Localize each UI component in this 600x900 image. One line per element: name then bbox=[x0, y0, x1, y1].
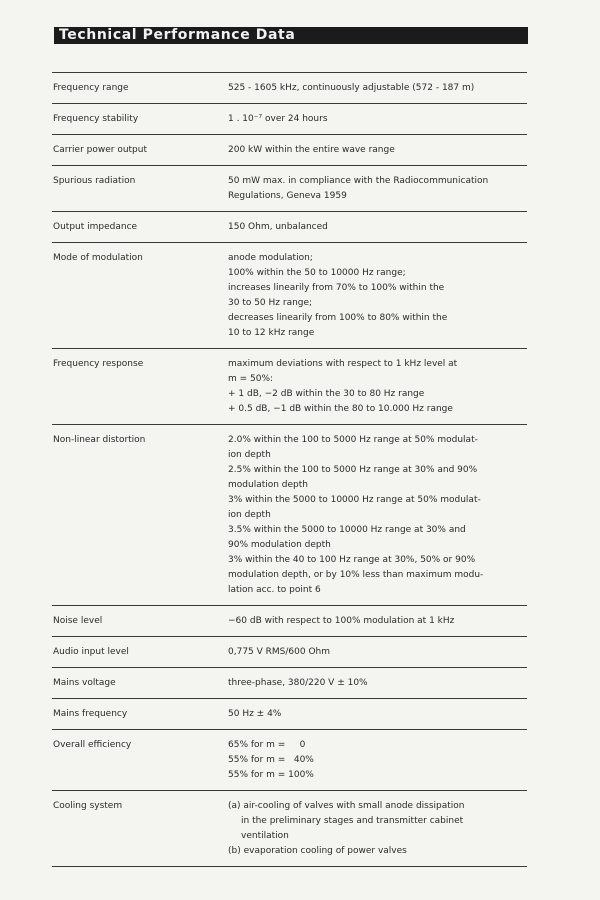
spec-table bbox=[52, 72, 527, 867]
spec-value bbox=[228, 645, 527, 660]
spec-label: Frequency stability bbox=[53, 114, 139, 124]
spec-label: Output impedance bbox=[53, 222, 138, 232]
spec-value-line: + 1 dB, −2 dB within the 30 to 80 Hz range bbox=[228, 389, 425, 399]
spec-value-line: 150 Ohm, unbalanced bbox=[228, 222, 328, 232]
spec-value bbox=[228, 433, 527, 598]
spec-row bbox=[52, 667, 527, 698]
spec-value bbox=[228, 112, 527, 127]
spec-value-line: 50 mW max. in compliance with the Radiocommunication bbox=[228, 176, 489, 186]
spec-value bbox=[228, 614, 527, 629]
spec-value-line: 525 - 1605 kHz, continuously adjustable (572 - 187 m) bbox=[228, 83, 475, 93]
spec-label: Carrier power output bbox=[53, 145, 148, 155]
spec-row bbox=[52, 605, 527, 636]
spec-value-line: 10 to 12 kHz range bbox=[228, 328, 315, 338]
spec-row bbox=[52, 636, 527, 667]
spec-label: Frequency response bbox=[53, 359, 144, 369]
spec-label: Mains frequency bbox=[53, 709, 128, 719]
spec-value-line: modulation depth bbox=[228, 480, 309, 490]
spec-value-line: 3.5% within the 5000 to 10000 Hz range at 30% and bbox=[228, 525, 466, 535]
spec-value bbox=[228, 81, 527, 96]
spec-label: Mains voltage bbox=[53, 678, 116, 688]
spec-label: Frequency range bbox=[53, 83, 129, 93]
spec-value-line: 65% for m = 0 bbox=[228, 740, 306, 750]
page-title: Technical Performance Data bbox=[59, 27, 296, 43]
spec-value bbox=[228, 174, 527, 204]
spec-value-line: 3% within the 5000 to 10000 Hz range at 50% modulat- bbox=[228, 495, 481, 505]
spec-value-line: decreases linearily from 100% to 80% within the bbox=[228, 313, 448, 323]
spec-value-line: 100% within the 50 to 10000 Hz range; bbox=[228, 268, 406, 278]
spec-value-line: lation acc. to point 6 bbox=[228, 585, 321, 595]
section-title-bar bbox=[54, 27, 528, 44]
spec-row bbox=[52, 211, 527, 242]
spec-row bbox=[52, 242, 527, 348]
spec-row bbox=[52, 790, 527, 867]
spec-value-line: Regulations, Geneva 1959 bbox=[228, 191, 347, 201]
spec-value-line: ion depth bbox=[228, 450, 271, 460]
spec-row bbox=[52, 348, 527, 424]
spec-value-line: ventilation bbox=[241, 831, 289, 841]
spec-label: Spurious radiation bbox=[53, 176, 136, 186]
spec-value-line: 50 Hz ± 4% bbox=[228, 709, 282, 719]
spec-label: Mode of modulation bbox=[53, 253, 143, 263]
spec-label: Overall efficiency bbox=[53, 740, 132, 750]
spec-value bbox=[228, 357, 527, 417]
spec-value-line: 3% within the 40 to 100 Hz range at 30%, 50% or 90% bbox=[228, 555, 476, 565]
spec-label: Audio input level bbox=[53, 647, 129, 657]
spec-row bbox=[52, 424, 527, 605]
spec-value-line: anode modulation; bbox=[228, 253, 313, 263]
spec-value-line: 2.0% within the 100 to 5000 Hz range at 50% modulat- bbox=[228, 435, 478, 445]
spec-value-line: m = 50%: bbox=[228, 374, 274, 384]
spec-value-line: (a) air-cooling of valves with small anode dissipation bbox=[228, 801, 465, 811]
spec-value-line: modulation depth, or by 10% less than maximum modu- bbox=[228, 570, 484, 580]
spec-value-line: 55% for m = 100% bbox=[228, 770, 314, 780]
spec-value-line: −60 dB with respect to 100% modulation at 1 kHz bbox=[228, 616, 455, 626]
spec-value bbox=[228, 251, 527, 341]
spec-value bbox=[228, 707, 527, 722]
spec-value bbox=[228, 676, 527, 691]
spec-row bbox=[52, 72, 527, 103]
spec-value-line: 1 . 10⁻⁷ over 24 hours bbox=[228, 114, 328, 124]
spec-value-line: (b) evaporation cooling of power valves bbox=[228, 846, 407, 856]
spec-value-line: 0,775 V RMS/600 Ohm bbox=[228, 647, 331, 657]
spec-value-line: 55% for m = 40% bbox=[228, 755, 314, 765]
spec-value-line: maximum deviations with respect to 1 kHz level at bbox=[228, 359, 458, 369]
spec-label: Cooling system bbox=[53, 801, 123, 811]
spec-label: Noise level bbox=[53, 616, 103, 626]
spec-value bbox=[228, 738, 527, 783]
spec-value-line: ion depth bbox=[228, 510, 271, 520]
spec-value-line: + 0.5 dB, −1 dB within the 80 to 10.000 Hz range bbox=[228, 404, 453, 414]
spec-value bbox=[228, 799, 527, 859]
spec-row bbox=[52, 103, 527, 134]
spec-value-line: 200 kW within the entire wave range bbox=[228, 145, 395, 155]
spec-value-line: 30 to 50 Hz range; bbox=[228, 298, 313, 308]
spec-label: Non-linear distortion bbox=[53, 435, 146, 445]
spec-value-line: three-phase, 380/220 V ± 10% bbox=[228, 678, 368, 688]
spec-row bbox=[52, 134, 527, 165]
spec-value-line: increases linearily from 70% to 100% within the bbox=[228, 283, 445, 293]
spec-value-line: 90% modulation depth bbox=[228, 540, 331, 550]
spec-value-line: 2.5% within the 100 to 5000 Hz range at 30% and 90% bbox=[228, 465, 478, 475]
spec-value bbox=[228, 143, 527, 158]
spec-row bbox=[52, 698, 527, 729]
spec-value-line: in the preliminary stages and transmitter cabinet bbox=[241, 816, 464, 826]
spec-row bbox=[52, 729, 527, 790]
spec-value bbox=[228, 220, 527, 235]
spec-row bbox=[52, 165, 527, 211]
